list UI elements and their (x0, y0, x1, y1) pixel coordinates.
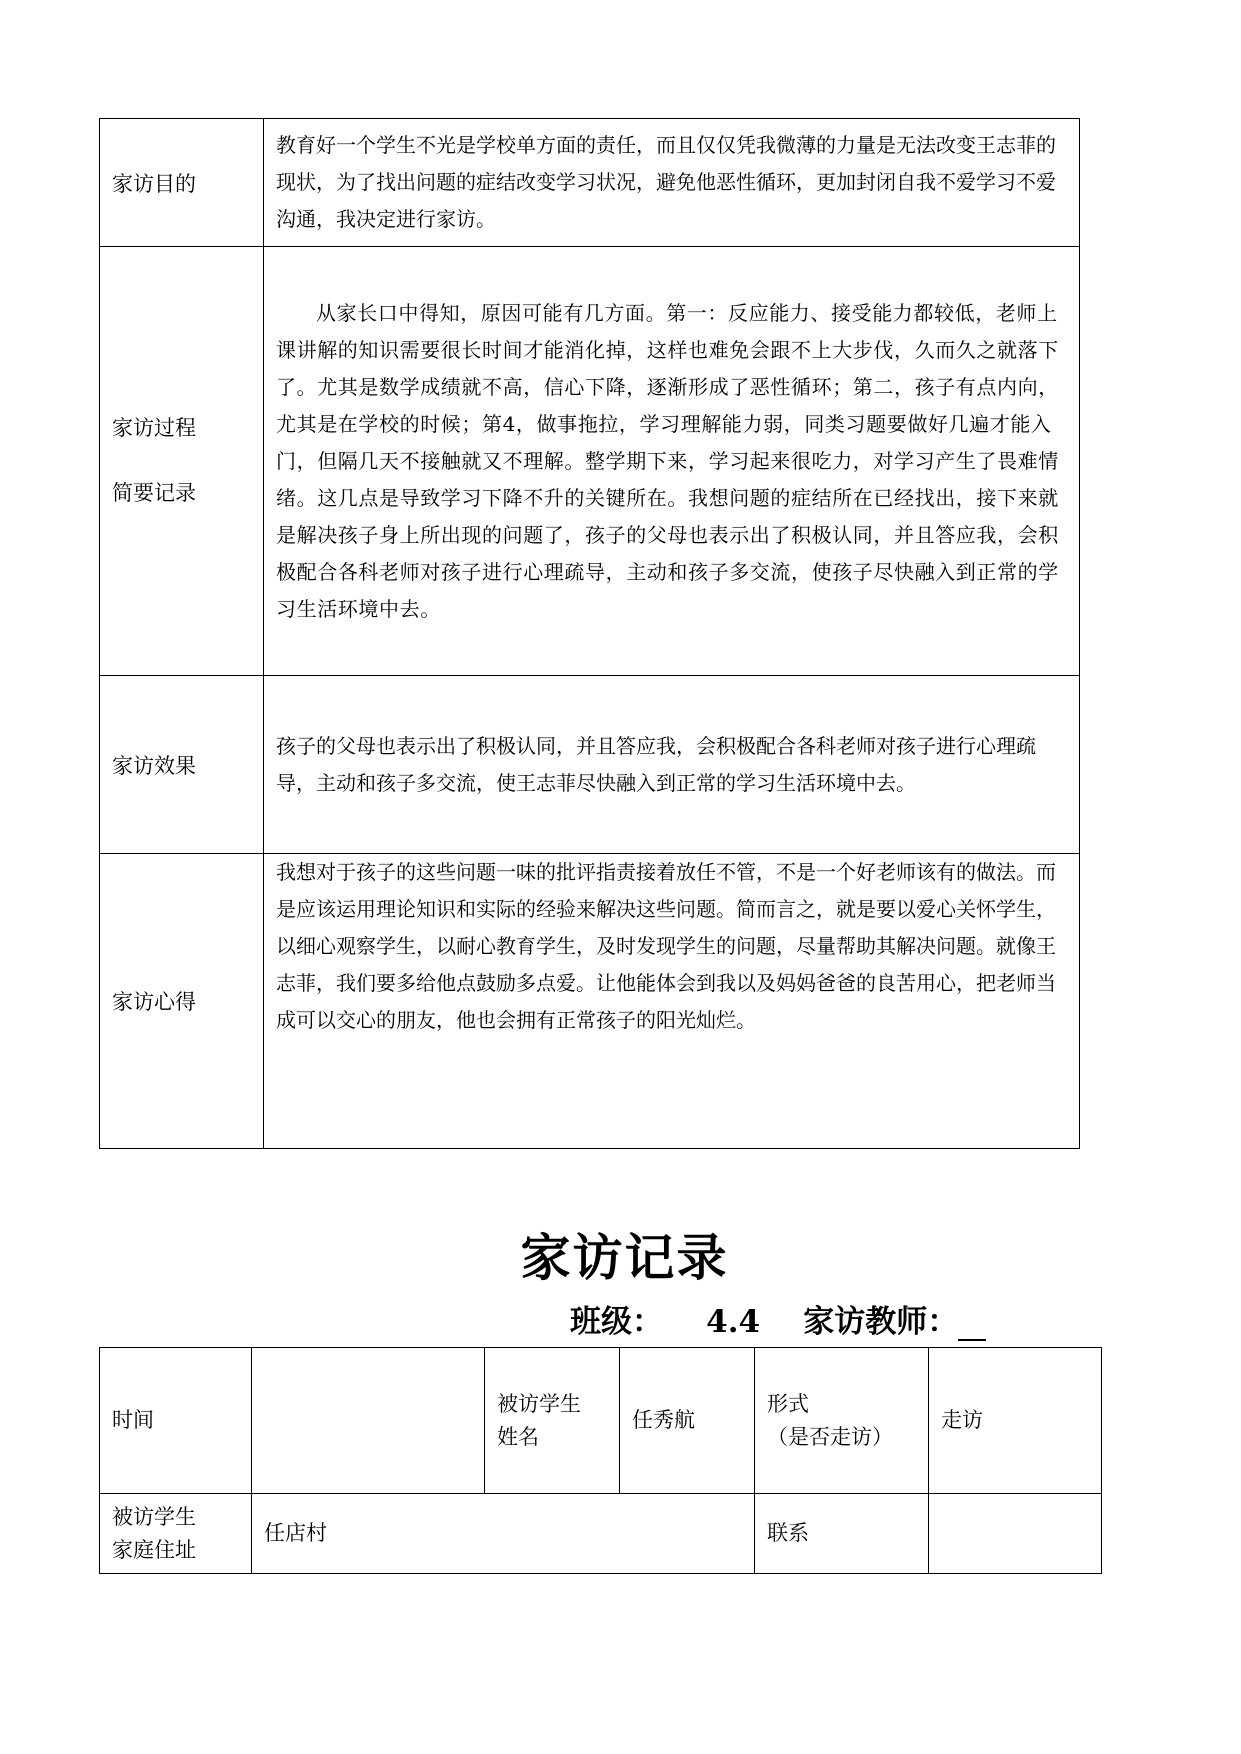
time-label: 时间 (100, 1348, 252, 1494)
reflection-row (100, 854, 1080, 1149)
visit-details-table (99, 118, 1080, 1149)
record-row-2 (100, 1494, 1102, 1574)
process-label-line1: 家访过程 (112, 416, 196, 440)
form-label-line2: （是否走访） (767, 1424, 893, 1449)
process-label (100, 247, 264, 676)
teacher-label: 家访教师： (803, 1304, 959, 1340)
effect-label: 家访效果 (100, 676, 264, 854)
effect-row (100, 676, 1080, 854)
effect-text: 孩子的父母也表示出了积极认同，并且答应我，会积极配合各科老师对孩子进行心理疏导，主动和孩子多交流，使王志菲尽快融入到正常的学习生活环境中去。 (264, 676, 1080, 854)
reflection-label: 家访心得 (100, 854, 264, 1149)
purpose-text: 教育好一个学生不光是学校单方面的责任，而且仅仅凭我微薄的力量是无法改变王志菲的现状，为了找出问题的症结改变学习状况，避免他恶性循环，更加封闭自我不爱学习不爱沟通，我决定进行家访。 (264, 119, 1080, 247)
class-label: 班级： (570, 1304, 663, 1340)
form-value: 走访 (929, 1348, 1102, 1494)
contact-label: 联系 (755, 1494, 929, 1574)
process-row (100, 247, 1080, 676)
student-name-value: 任秀航 (620, 1348, 755, 1494)
process-label-line2: 简要记录 (112, 481, 196, 505)
teacher-blank (958, 1305, 986, 1341)
record-row-1 (100, 1348, 1102, 1494)
class-value: 4.4 (706, 1304, 761, 1340)
purpose-row (100, 119, 1080, 247)
address-label (100, 1494, 252, 1574)
student-label-line1: 被访学生 (497, 1391, 581, 1416)
student-name-label (485, 1348, 620, 1494)
visit-record-table (99, 1347, 1102, 1574)
reflection-text: 我想对于孩子的这些问题一味的批评指责接着放任不管，不是一个好老师该有的做法。而是应该运用理论知识和实际的经验来解决这些问题。简而言之，就是要以爱心关怀学生，以细心观察学生，以耐心教育学生，及时发现学生的问题，尽量帮助其解决问题。就像王志菲，我们要多给他点鼓励多点爱。让他能体会到我以及妈妈爸爸的良苦用心，把老师当成可以交心的朋友，他也会拥有正常孩子的阳光灿烂。 (264, 854, 1080, 1149)
process-text: 从家长口中得知，原因可能有几方面。第一：反应能力、接受能力都较低，老师上课讲解的知识需要很长时间才能消化掉，这样也难免会跟不上大步伐，久而久之就落下了。尤其是数学成绩就不高，信心下降，逐渐形成了恶性循环；第二，孩子有点内向，尤其是在学校的时候；第4，做事拖拉，学习理解能力弱，同类习题要做好几遍才能入门，但隔几天不接触就又不理解。整学期下来，学习起来很吃力，对学习产生了畏难情绪。这几点是导致学习下降不升的关键所在。我想问题的症结所在已经找出，接下来就是解决孩子身上所出现的问题了，孩子的父母也表示出了积极认同，并且答应我，会积极配合各科老师对孩子进行心理疏导，主动和孩子多交流，使孩子尽快融入到正常的学习生活环境中去。 (264, 247, 1080, 676)
time-value (252, 1348, 485, 1494)
form-label (755, 1348, 929, 1494)
address-label-line2: 家庭住址 (112, 1537, 196, 1562)
student-label-line2: 姓名 (497, 1424, 539, 1449)
address-label-line1: 被访学生 (112, 1504, 196, 1529)
form-label-line1: 形式 (767, 1391, 809, 1416)
purpose-label: 家访目的 (100, 119, 264, 247)
contact-value (929, 1494, 1102, 1574)
address-value: 任店村 (252, 1494, 755, 1574)
record-subheader (570, 1296, 986, 1341)
record-title: 家访记录 (520, 1228, 729, 1287)
